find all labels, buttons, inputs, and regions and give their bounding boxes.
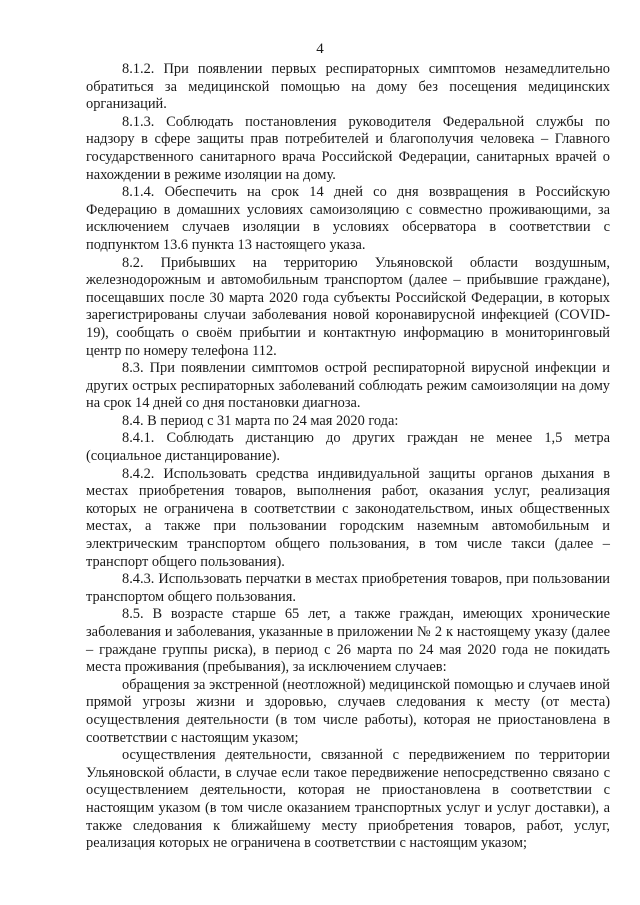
paragraph-8-4-3: 8.4.3. Использовать перчатки в местах приобретения товаров, при пользовании транспортом общего пользования. (86, 571, 610, 605)
paragraph-8-5: 8.5. В возрасте старше 65 лет, а также граждан, имеющих хронические заболевания и заболевания, указанные в приложении № 2 к настоящему указу (далее – граждане группы риска), в период с 26 марта по 24 мая 2020 года не покидать места проживания (пребывания), за исключением случаев: (86, 606, 610, 676)
paragraph-8-3: 8.3. При появлении симптомов острой респираторной вирусной инфекции и других острых респираторных заболеваний соблюдать режим самоизоляции на дому на срок 14 дней со дня постановки диагноза. (86, 360, 610, 412)
paragraph-exception-activity: осуществления деятельности, связанной с передвижением по территории Ульяновской области, в случае если такое передвижение непосредственно связано с осуществлением деятельности, которая не приостановлена в соответствии с настоящим указом (в том числе оказанием транспортных услуг и услуг доставки), а также следования к ближайшему месту приобретения товаров, работ, услуг, реализация которых не ограничена в соответствии с настоящим указом; (86, 747, 610, 852)
paragraph-8-2: 8.2. Прибывших на территорию Ульяновской области воздушным, железнодорожным и автомобильным транспортом (далее – прибывшие граждане), посещавших после 30 марта 2020 года субъекты Российской Федерации, в которых зарегистрированы случаи заболевания новой коронавирусной инфекцией (COVID-19), сообщать о своём прибытии и контактную информацию в мониторинговый центр по номеру телефона 112. (86, 254, 610, 359)
paragraph-exception-medical: обращения за экстренной (неотложной) медицинской помощью и случаев иной прямой угрозы жизни и здоровью, случаев следования к месту (от места) осуществления деятельности (в том числе работы), которая не приостановлена в соответствии с настоящим указом; (86, 676, 610, 746)
document-body (86, 61, 610, 853)
paragraph-8-1-4: 8.1.4. Обеспечить на срок 14 дней со дня возвращения в Российскую Федерацию в домашних условиях самоизоляцию с совместно проживающими, за исключением случаев изоляции в условиях обсерватора в соответствии с подпунктом 13.6 пункта 13 настоящего указа. (86, 184, 610, 253)
paragraph-8-4-1: 8.4.1. Соблюдать дистанцию до других граждан не менее 1,5 метра (социальное дистанцирование). (86, 430, 610, 465)
paragraph-8-1-3: 8.1.3. Соблюдать постановления руководителя Федеральной службы по надзору в сфере защиты прав потребителей и благополучия человека – Главного государственного санитарного врача Российской Федерации, санитарных врачей о нахождении в режиме изоляции на дому. (86, 113, 610, 183)
page-number: 4 (316, 41, 324, 57)
paragraph-8-4: 8.4. В период с 31 марта по 24 мая 2020 года: (122, 412, 399, 429)
paragraph-8-1-2: 8.1.2. При появлении первых респираторных симптомов незамедлительно обратиться за медицинской помощью на дому без посещения медицинских организаций. (86, 61, 610, 113)
paragraph-8-4-2: 8.4.2. Использовать средства индивидуальной защиты органов дыхания в местах приобретения товаров, выполнения работ, оказания услуг, реализация которых не ограничена в соответствии с законодательством, иных общественных местах, а также при пользовании городским наземным автомобильным и электрическим транспортом общего пользования, в том числе такси (далее – транспорт общего пользования). (86, 465, 610, 570)
